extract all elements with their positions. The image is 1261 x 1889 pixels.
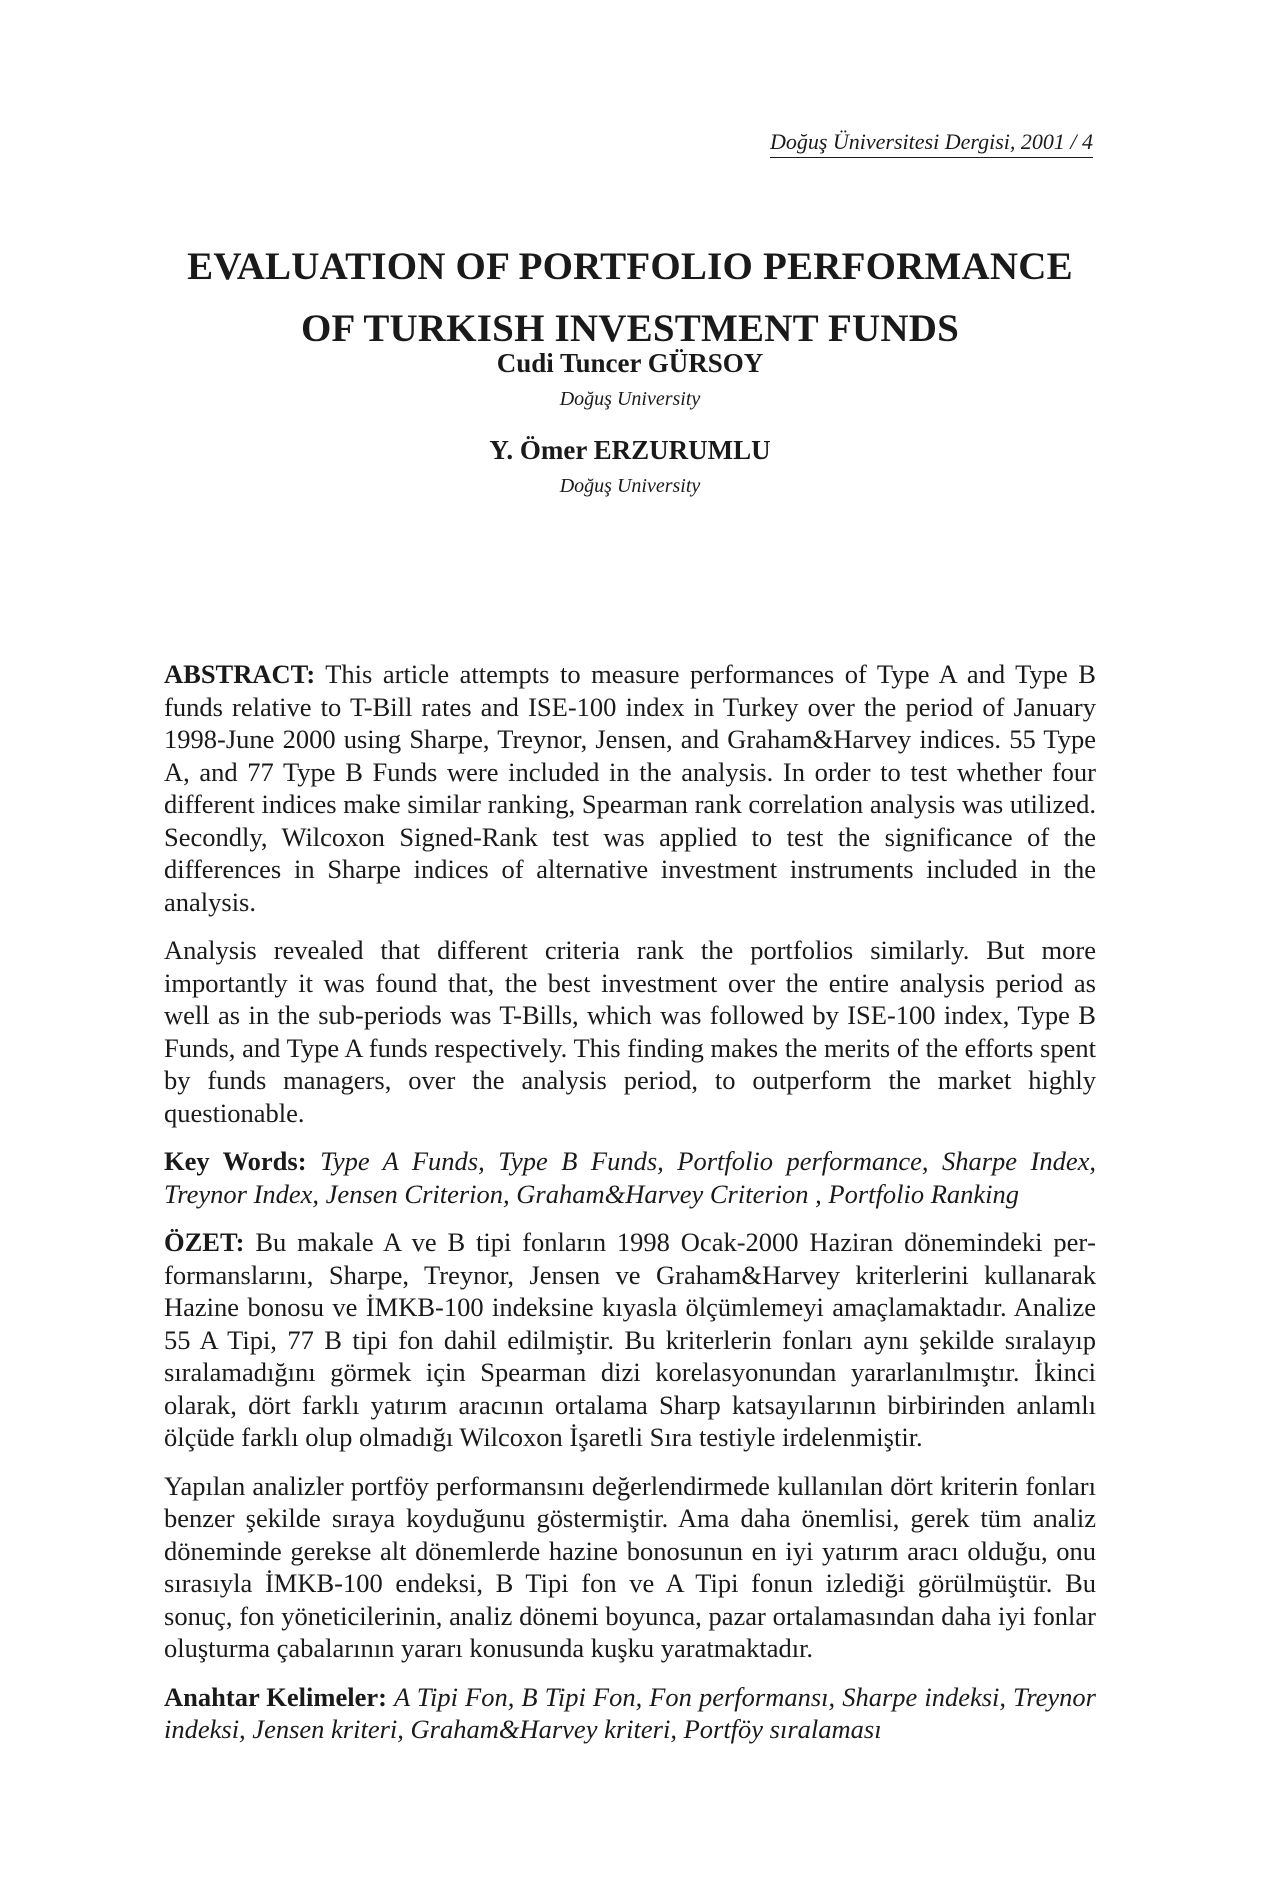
keywords-paragraph xyxy=(164,1145,1096,1210)
journal-running-header: Doğuş Üniversitesi Dergisi, 2001 / 4 xyxy=(770,128,1093,158)
abstract-paragraph-2: Analysis revealed that different criteria rank the portfolios similarly. But more importantly it was found that, the best investment over the entire analysis period as well as in the sub-periods was T-Bills, which was followed by ISE-100 index, Type B Funds, and Type A funds respectively. This finding makes the merits of the efforts spent by funds managers, over the analysis period, to outperform the market highly questionable. xyxy=(164,935,1096,1128)
paper-title-line-2: OF TURKISH INVESTMENT FUNDS xyxy=(300,307,960,350)
abstract-text-1: This article attempts to measure performances of Type A and Type B funds relative to T-Bill rates and ISE-100 index in Turkey over the period of January 1998-June 2000 using Sharpe, Treynor, Jensen, and Graham&Harvey indices. 55 Type A, and 77 Type B Funds were included in the analysis. In order to test whether four different indices make similar ranking, Spearman rank correlation analysis was utilized. Secondly, Wilcoxon Signed-Rank test was applied to test the significance of the differences in Sharpe indices of alternative investment instruments included in the analysis. xyxy=(164,659,1096,917)
anahtar-paragraph xyxy=(164,1681,1096,1746)
ozet-paragraph-2: Yapılan analizler portföy performansını değerlendirmede kullanılan dört kriterin fonları benzer şekilde sıraya koyduğunu göstermiştir. Ama daha önemlisi, gerek tüm analiz döneminde gerekse alt dönemlerde hazine bonosunun en iyi yatırım aracı olduğu, onu sırasıyla İMKB-100 endeksi, B Tipi fon ve A Tipi fonun izlediği görülmüştür. Bu sonuç, fon yöneticilerinin, analiz dönemi boyunca, pazar ortalamasından daha iyi fonlar oluşturma çabalarının yararı konusunda kuşku yaratmaktadır. xyxy=(164,1470,1096,1663)
anahtar-values: A Tipi Fon, B Tipi Fon, Fon performansı, Sharpe indeksi, Treynor indeksi, Jensen kriteri, Graham&Harvey kriteri, Portföy sıralaması xyxy=(164,1681,1096,1744)
paper-title-line-1: EVALUATION OF PORTFOLIO PERFORMANCE xyxy=(187,245,1073,288)
ozet-text-1: Bu makale A ve B tipi fonların 1998 Ocak-2000 Haziran dönemindeki performanslarını, Sharpe, Treynor, Jensen ve Graham&Harvey kriterlerini kullanarak Hazine bonosu ve İMKB-100 indeksine kıyasla ölçümlemeyi amaçlamaktadır. Analize 55 A Tipi, 77 B tipi fon dahil edilmiştir. Bu kriterlerin fonları aynı şekilde sıralayıp sıralamadığını görmek için Spearman dizi korelasyonundan yararlanılmıştır. İkinci olarak, dört farklı yatırım aracının ortalama Sharp katsayılarının birbirinden anlamlı ölçüde farklı olup olmadığı Wilcoxon İşaretli Sıra testiyle irdelenmiştir. xyxy=(164,1227,1096,1452)
abstract-label: ABSTRACT: xyxy=(164,659,316,689)
article-body xyxy=(164,658,1096,1762)
abstract-paragraph-1 xyxy=(164,658,1096,918)
keywords-values: Type A Funds, Type B Funds, Portfolio performance, Sharpe Index, Treynor Index, Jensen Criterion, Graham&Harvey Criterion , Portfolio Ranking xyxy=(164,1146,1097,1209)
author-1-affiliation: Doğuş University xyxy=(559,388,701,410)
author-2 xyxy=(160,433,1100,501)
author-2-affiliation: Doğuş University xyxy=(559,475,701,497)
paper-title xyxy=(160,236,1100,360)
ozet-label: ÖZET: xyxy=(164,1227,245,1257)
author-1-name: Cudi Tuncer GÜRSOY xyxy=(496,348,764,378)
author-2-name: Y. Ömer ERZURUMLU xyxy=(489,435,771,465)
anahtar-label: Anahtar Kelimeler: xyxy=(164,1681,387,1712)
keywords-label: Key Words: xyxy=(164,1146,307,1176)
ozet-paragraph-1 xyxy=(164,1226,1096,1454)
author-1 xyxy=(160,346,1100,414)
